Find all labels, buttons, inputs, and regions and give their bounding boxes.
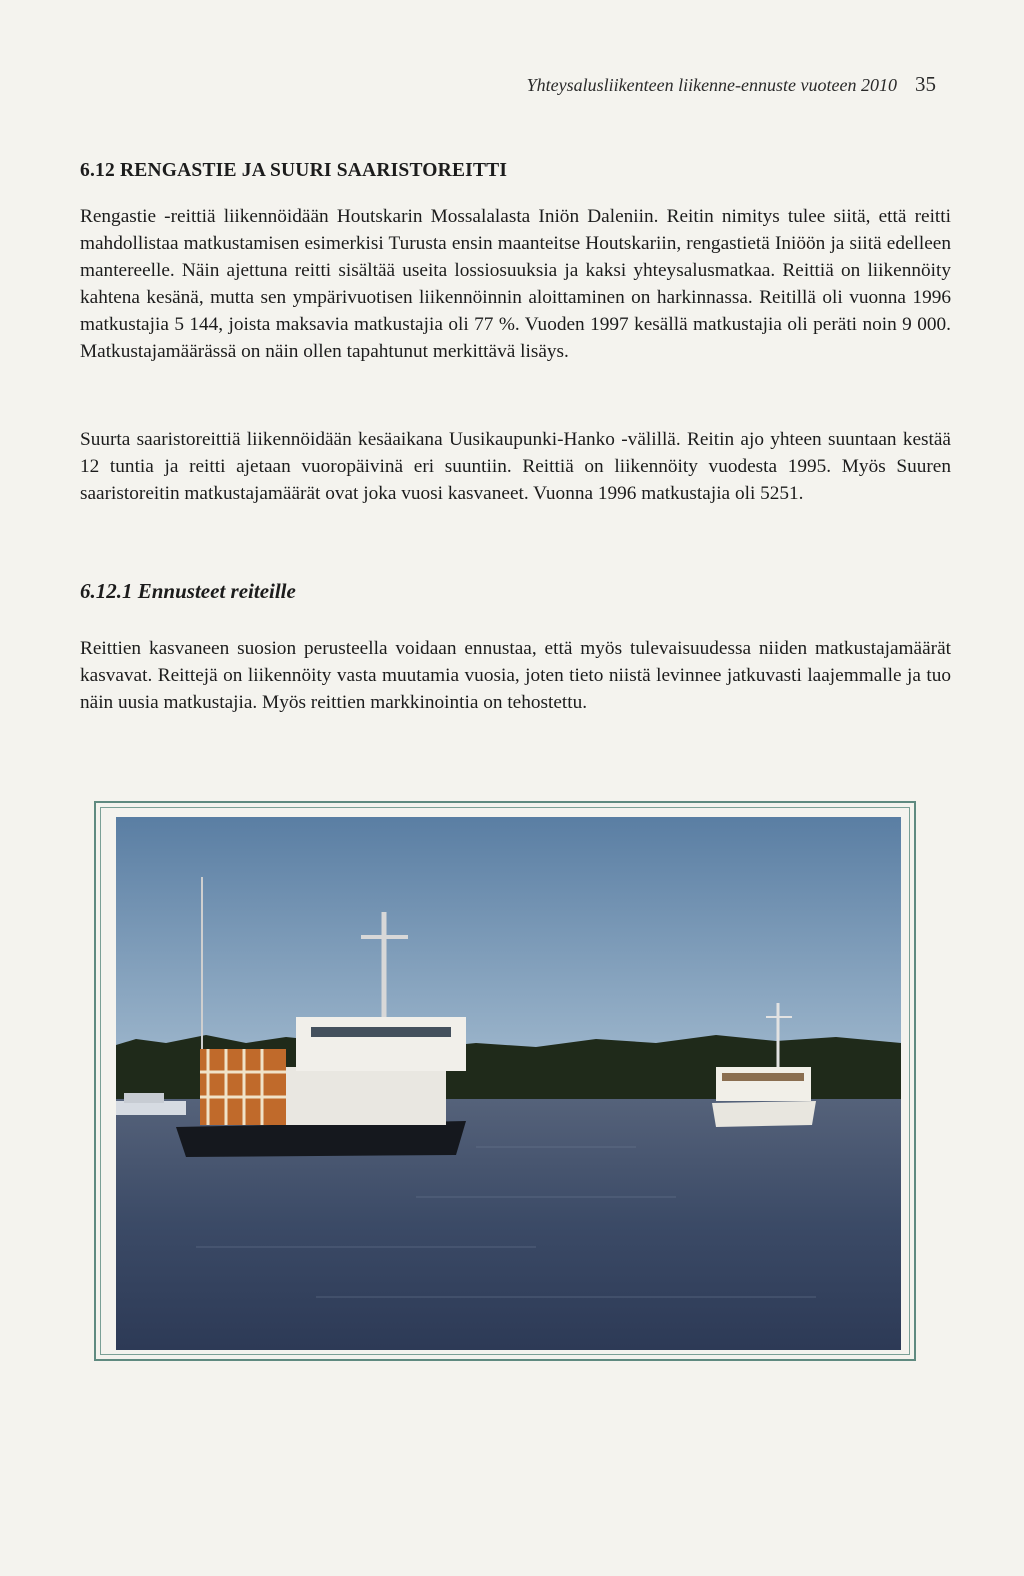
running-title: Yhteysalusliikenteen liikenne-ennuste vuoteen 2010 <box>526 75 897 95</box>
section-heading: 6.12 RENGASTIE JA SUURI SAARISTOREITTI <box>80 160 508 181</box>
paragraph-saaristoreitti: Suurta saaristoreittiä liikennöidään kesäaikana Uusikaupunki-Hanko -välillä. Reitin ajo yhteen suuntaan kestää 12 tuntia ja reitti ajetaan vuoropäivinä eri suuntiin. Reittiä on liikennöity vuodesta 1995. Myös Suuren saaristoreitin matkustajamäärät ovat joka vuosi kasvaneet. Vuonna 1996 matkustajia oli 5251. <box>80 429 951 504</box>
running-header <box>527 72 936 97</box>
paragraph-ennusteet: Reittien kasvaneen suosion perusteella voidaan ennustaa, että myös tulevaisuudessa niiden matkustajamäärät kasvavat. Reittejä on liikennöity vasta muutamia vuosia, joten tieto niistä levinnee jatkuvasti laajemmalle ja tuo näin uusia matkustajia. Myös reittien markkinointia on tehostettu. <box>80 638 951 713</box>
ferry-photo <box>116 817 901 1350</box>
page-number: 35 <box>915 72 936 96</box>
ferry-photo-illustration <box>116 817 901 1350</box>
paragraph-rengastie: Rengastie -reittiä liikennöidään Houtskarin Mossalalasta Iniön Daleniin. Reitin nimitys tulee siitä, että reitti mahdollistaa matkustamisen esimerkisi Turusta ensin maanteitse Houtskariin, rengastietä Iniöön ja siitä edelleen mantereelle. Näin ajettuna reitti sisältää useita lossiosuuksia ja kaksi yhteysalusmatkaa. Reittiä on liikennöity kahtena kesänä, mutta sen ympärivuotisen liikennöinnin aloittaminen on harkinnassa. Reitillä oli vuonna 1996 matkustajia 5 144, joista maksavia matkustajia oli 77 %. Vuoden 1997 kesällä matkustajia oli peräti noin 9 000. Matkustajamäärässä on näin ollen tapahtunut merkittävä lisäys. <box>80 206 951 362</box>
subsection-heading: 6.12.1 Ennusteet reiteille <box>80 579 296 603</box>
